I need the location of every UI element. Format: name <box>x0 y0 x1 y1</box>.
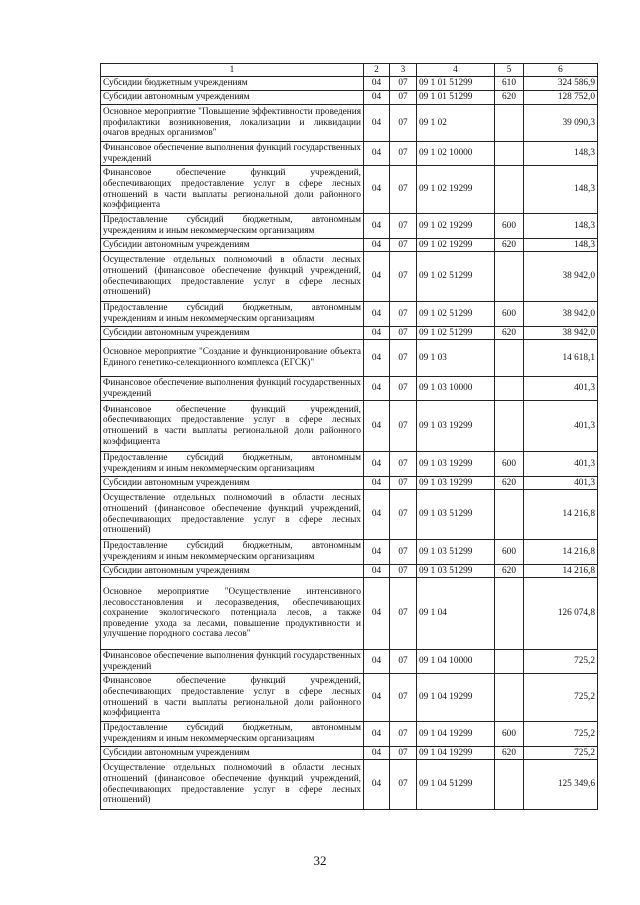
row-target-code: 09 1 03 19299 <box>417 401 495 452</box>
row-name: Субсидии автономным учреждениям <box>101 477 364 490</box>
row-target-code: 09 1 01 51299 <box>417 91 495 105</box>
row-amount: 38 942,0 <box>524 327 598 340</box>
row-section: 04 <box>364 747 390 760</box>
row-subsection: 07 <box>390 166 417 214</box>
table-row <box>101 722 598 747</box>
row-expense-type: 620 <box>495 239 524 252</box>
row-expense-type <box>495 650 524 674</box>
row-target-code: 09 1 02 19299 <box>417 214 495 239</box>
row-expense-type <box>495 578 524 650</box>
row-subsection: 07 <box>390 760 417 810</box>
row-subsection: 07 <box>390 747 417 760</box>
row-amount: 38 942,0 <box>524 302 598 327</box>
row-subsection: 07 <box>390 239 417 252</box>
row-section: 04 <box>364 252 390 302</box>
row-expense-type <box>495 490 524 540</box>
table-row <box>101 252 598 302</box>
row-subsection: 07 <box>390 650 417 674</box>
row-amount: 401,3 <box>524 377 598 401</box>
row-subsection: 07 <box>390 722 417 747</box>
row-section: 04 <box>364 578 390 650</box>
row-amount: 126 074,8 <box>524 578 598 650</box>
row-target-code: 09 1 03 51299 <box>417 540 495 565</box>
row-amount: 14 618,1 <box>524 340 598 377</box>
row-expense-type: 620 <box>495 327 524 340</box>
budget-table <box>100 63 598 810</box>
header-col-target-code: 4 <box>417 64 495 77</box>
row-subsection: 07 <box>390 490 417 540</box>
table-row <box>101 340 598 377</box>
row-amount: 38 942,0 <box>524 252 598 302</box>
row-amount: 725,2 <box>524 747 598 760</box>
row-target-code: 09 1 02 19299 <box>417 239 495 252</box>
row-name: Предоставление субсидий бюджетным, автономным учреждениям и иным некоммерческим организациям <box>101 540 364 565</box>
row-amount: 148,3 <box>524 239 598 252</box>
row-amount: 125 349,6 <box>524 760 598 810</box>
row-section: 04 <box>364 650 390 674</box>
table-row <box>101 377 598 401</box>
row-target-code: 09 1 03 19299 <box>417 477 495 490</box>
row-name: Предоставление субсидий бюджетным, автономным учреждениям и иным некоммерческим организациям <box>101 214 364 239</box>
row-amount: 324 586,9 <box>524 77 598 91</box>
row-expense-type: 600 <box>495 452 524 477</box>
row-expense-type: 600 <box>495 540 524 565</box>
row-expense-type: 600 <box>495 302 524 327</box>
row-subsection: 07 <box>390 340 417 377</box>
row-section: 04 <box>364 340 390 377</box>
row-name: Субсидии автономным учреждениям <box>101 91 364 105</box>
row-subsection: 07 <box>390 401 417 452</box>
row-amount: 148,3 <box>524 142 598 166</box>
row-section: 04 <box>364 239 390 252</box>
row-expense-type: 620 <box>495 477 524 490</box>
row-subsection: 07 <box>390 105 417 142</box>
row-amount: 725,2 <box>524 722 598 747</box>
row-name: Осуществление отдельных полномочий в области лесных отношений (финансовое обеспечение функций учреждений, обеспечивающих предоставление услуг в сфере лесных отношений) <box>101 252 364 302</box>
row-subsection: 07 <box>390 91 417 105</box>
row-section: 04 <box>364 490 390 540</box>
row-subsection: 07 <box>390 302 417 327</box>
row-section: 04 <box>364 760 390 810</box>
table-row <box>101 142 598 166</box>
row-section: 04 <box>364 166 390 214</box>
header-col-section: 2 <box>364 64 390 77</box>
row-subsection: 07 <box>390 540 417 565</box>
row-name: Финансовое обеспечение выполнения функций государственных учреждений <box>101 142 364 166</box>
row-target-code: 09 1 04 51299 <box>417 760 495 810</box>
row-target-code: 09 1 04 19299 <box>417 674 495 722</box>
row-target-code: 09 1 04 10000 <box>417 650 495 674</box>
row-name: Финансовое обеспечение выполнения функций государственных учреждений <box>101 650 364 674</box>
row-section: 04 <box>364 327 390 340</box>
row-target-code: 09 1 02 51299 <box>417 252 495 302</box>
row-section: 04 <box>364 91 390 105</box>
row-name: Финансовое обеспечение функций учреждений, обеспечивающих предоставление услуг в сфере лесных отношений в части выплаты региональной доли районного коэффициента <box>101 166 364 214</box>
table-row <box>101 302 598 327</box>
row-name: Финансовое обеспечение функций учреждений, обеспечивающих предоставление услуг в сфере лесных отношений в части выплаты региональной доли районного коэффициента <box>101 674 364 722</box>
row-expense-type: 620 <box>495 91 524 105</box>
row-section: 04 <box>364 105 390 142</box>
row-section: 04 <box>364 452 390 477</box>
header-col-name: 1 <box>101 64 364 77</box>
row-section: 04 <box>364 302 390 327</box>
row-subsection: 07 <box>390 252 417 302</box>
row-subsection: 07 <box>390 214 417 239</box>
header-col-expense-type: 5 <box>495 64 524 77</box>
row-subsection: 07 <box>390 452 417 477</box>
row-name: Субсидии бюджетным учреждениям <box>101 77 364 91</box>
table-row <box>101 650 598 674</box>
row-name: Финансовое обеспечение выполнения функций государственных учреждений <box>101 377 364 401</box>
row-target-code: 09 1 04 <box>417 578 495 650</box>
row-name: Предоставление субсидий бюджетным, автономным учреждениям и иным некоммерческим организациям <box>101 302 364 327</box>
row-section: 04 <box>364 401 390 452</box>
row-expense-type <box>495 142 524 166</box>
row-name: Основное мероприятие "Осуществление интенсивного лесовосстановления и лесоразведения, обеспечивающих сохранение экологического потенциала лесов, а также проведение ухода за лесами, повышение продуктивности и улучшение породного состава лесов" <box>101 578 364 650</box>
row-amount: 725,2 <box>524 674 598 722</box>
row-expense-type <box>495 105 524 142</box>
row-expense-type: 610 <box>495 77 524 91</box>
row-target-code: 09 1 02 51299 <box>417 327 495 340</box>
row-name: Субсидии автономным учреждениям <box>101 747 364 760</box>
row-amount: 401,3 <box>524 477 598 490</box>
row-name: Субсидии автономным учреждениям <box>101 565 364 578</box>
header-col-subsection: 3 <box>390 64 417 77</box>
row-subsection: 07 <box>390 327 417 340</box>
table-row <box>101 452 598 477</box>
row-name: Осуществление отдельных полномочий в области лесных отношений (финансовое обеспечение функций учреждений, обеспечивающих предоставление услуг в сфере лесных отношений) <box>101 490 364 540</box>
header-col-amount: 6 <box>524 64 598 77</box>
row-expense-type <box>495 166 524 214</box>
row-amount: 14 216,8 <box>524 540 598 565</box>
table-row <box>101 91 598 105</box>
table-row <box>101 747 598 760</box>
row-amount: 148,3 <box>524 214 598 239</box>
row-subsection: 07 <box>390 142 417 166</box>
page-number: 32 <box>313 853 327 868</box>
row-section: 04 <box>364 142 390 166</box>
row-subsection: 07 <box>390 377 417 401</box>
row-expense-type: 620 <box>495 565 524 578</box>
row-expense-type <box>495 674 524 722</box>
row-target-code: 09 1 03 51299 <box>417 490 495 540</box>
row-target-code: 09 1 03 <box>417 340 495 377</box>
row-name: Предоставление субсидий бюджетным, автономным учреждениям и иным некоммерческим организациям <box>101 722 364 747</box>
row-target-code: 09 1 03 10000 <box>417 377 495 401</box>
row-name: Основное мероприятие "Повышение эффективности проведения профилактики возникновения, локализации и ликвидации очагов вредных организмов" <box>101 105 364 142</box>
table-row <box>101 674 598 722</box>
row-amount: 401,3 <box>524 401 598 452</box>
table-body <box>101 77 598 810</box>
row-expense-type <box>495 377 524 401</box>
row-name: Финансовое обеспечение функций учреждений, обеспечивающих предоставление услуг в сфере лесных отношений в части выплаты региональной доли районного коэффициента <box>101 401 364 452</box>
row-target-code: 09 1 02 10000 <box>417 142 495 166</box>
table-row <box>101 540 598 565</box>
row-amount: 148,3 <box>524 166 598 214</box>
row-section: 04 <box>364 674 390 722</box>
table-row <box>101 327 598 340</box>
table-row <box>101 401 598 452</box>
table-row <box>101 578 598 650</box>
row-amount: 39 090,3 <box>524 105 598 142</box>
table-row <box>101 565 598 578</box>
table-row <box>101 214 598 239</box>
table-row <box>101 760 598 810</box>
row-expense-type <box>495 401 524 452</box>
row-name: Осуществление отдельных полномочий в области лесных отношений (финансовое обеспечение функций учреждений, обеспечивающих предоставление услуг в сфере лесных отношений) <box>101 760 364 810</box>
row-expense-type <box>495 340 524 377</box>
row-expense-type: 620 <box>495 747 524 760</box>
row-section: 04 <box>364 477 390 490</box>
table-header-row <box>101 64 598 77</box>
row-section: 04 <box>364 565 390 578</box>
row-target-code: 09 1 03 51299 <box>417 565 495 578</box>
row-section: 04 <box>364 377 390 401</box>
table-row <box>101 239 598 252</box>
row-target-code: 09 1 04 19299 <box>417 747 495 760</box>
row-expense-type: 600 <box>495 722 524 747</box>
row-target-code: 09 1 04 19299 <box>417 722 495 747</box>
row-subsection: 07 <box>390 477 417 490</box>
row-name: Субсидии автономным учреждениям <box>101 239 364 252</box>
row-target-code: 09 1 03 19299 <box>417 452 495 477</box>
table-row <box>101 166 598 214</box>
row-expense-type <box>495 252 524 302</box>
row-subsection: 07 <box>390 565 417 578</box>
row-target-code: 09 1 01 51299 <box>417 77 495 91</box>
row-amount: 725,2 <box>524 650 598 674</box>
row-target-code: 09 1 02 <box>417 105 495 142</box>
row-section: 04 <box>364 214 390 239</box>
row-subsection: 07 <box>390 77 417 91</box>
row-target-code: 09 1 02 51299 <box>417 302 495 327</box>
row-amount: 14 216,8 <box>524 565 598 578</box>
row-amount: 128 752,0 <box>524 91 598 105</box>
row-expense-type: 600 <box>495 214 524 239</box>
row-subsection: 07 <box>390 674 417 722</box>
row-name: Предоставление субсидий бюджетным, автономным учреждениям и иным некоммерческим организациям <box>101 452 364 477</box>
row-name: Субсидии автономным учреждениям <box>101 327 364 340</box>
row-subsection: 07 <box>390 578 417 650</box>
row-amount: 401,3 <box>524 452 598 477</box>
row-section: 04 <box>364 540 390 565</box>
row-section: 04 <box>364 722 390 747</box>
table-row <box>101 77 598 91</box>
row-name: Основное мероприятие "Создание и функционирование объекта Единого генетико-селекционного комплекса (ЕГСК)" <box>101 340 364 377</box>
row-target-code: 09 1 02 19299 <box>417 166 495 214</box>
table-row <box>101 477 598 490</box>
table-row <box>101 490 598 540</box>
row-expense-type <box>495 760 524 810</box>
table-row <box>101 105 598 142</box>
row-section: 04 <box>364 77 390 91</box>
row-amount: 14 216,8 <box>524 490 598 540</box>
